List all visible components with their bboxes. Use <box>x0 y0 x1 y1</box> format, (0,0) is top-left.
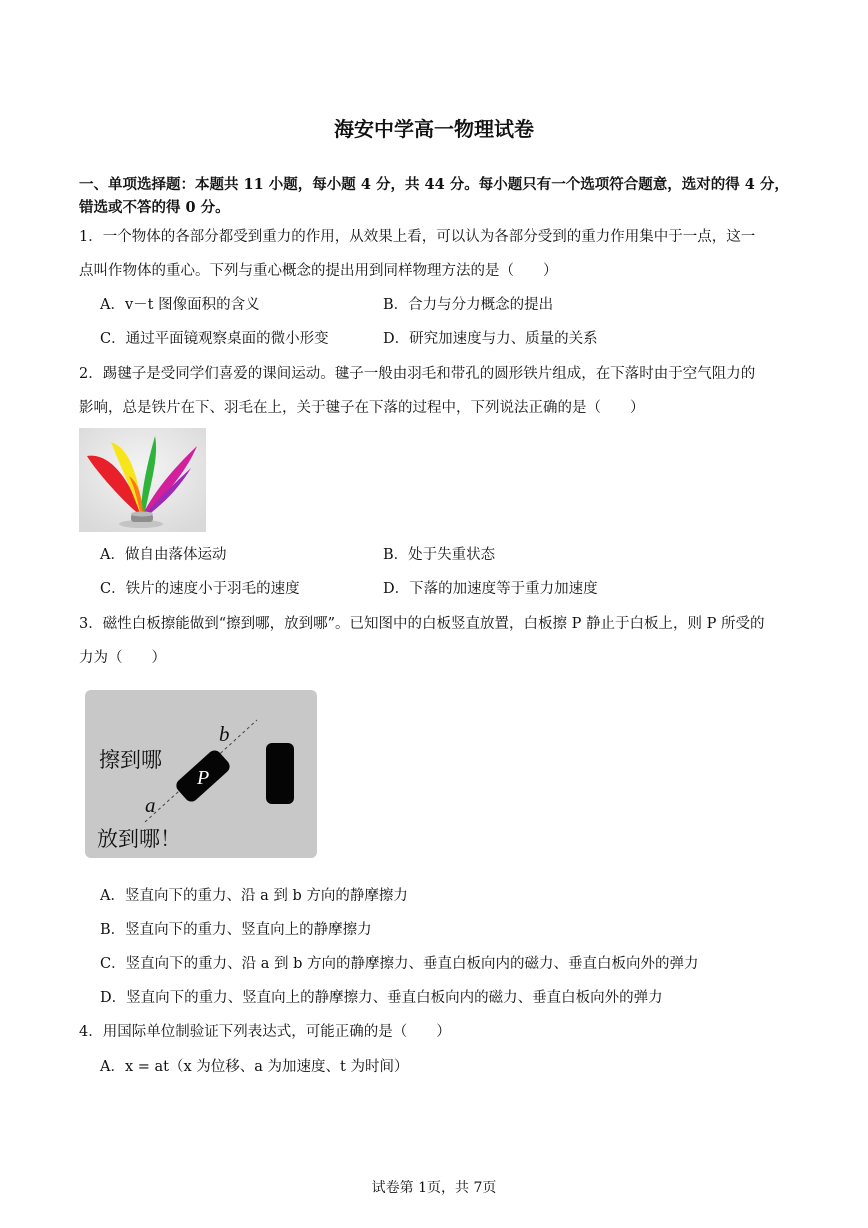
q1-option-b: B．合力与分力概念的提出 <box>383 297 554 313</box>
q2-option-a: A．做自由落体运动 <box>100 547 227 563</box>
section-header-line1: 一、单项选择题：本题共 11 小题，每小题 4 分，共 44 分。每小题只有一个选项符合题意，选对的得 4 分， <box>79 176 789 193</box>
q3-stem-line1: 3．磁性白板擦能做到“擦到哪，放到哪”。已知图中的白板竖直放置，白板擦 P 静止于白板上，则 P 所受的 <box>79 616 765 632</box>
whiteboard-figure <box>85 690 317 858</box>
q3-option-c: C．竖直向下的重力、沿 a 到 b 方向的静摩擦力、垂直白板向内的磁力、垂直白板向外的弹力 <box>100 956 699 972</box>
label-a: a <box>145 793 156 817</box>
q2-option-b: B．处于失重状态 <box>383 547 496 563</box>
page-title: 海安中学高一物理试卷 <box>334 117 534 141</box>
q2-stem-line1: 2．踢毽子是受同学们喜爱的课间运动。毽子一般由羽毛和带孔的圆形铁片组成，在下落时由于空气阻力的 <box>79 366 756 382</box>
q1-stem-line1: 1．一个物体的各部分都受到重力的作用，从效果上看，可以认为各部分受到的重力作用集中于一点，这一 <box>79 229 756 245</box>
q4-stem: 4．用国际单位制验证下列表达式，可能正确的是（ ） <box>79 1024 451 1040</box>
q4-option-a: A．x = at（x 为位移、a 为加速度、t 为时间） <box>100 1059 409 1075</box>
label-p: P <box>197 767 210 789</box>
q3-stem-line2: 力为（ ） <box>79 650 166 666</box>
q2-option-c: C．铁片的速度小于羽毛的速度 <box>100 581 300 597</box>
q1-option-d: D．研究加速度与力、质量的关系 <box>383 331 598 347</box>
q1-option-c: C．通过平面镜观察桌面的微小形变 <box>100 331 329 347</box>
q3-option-d: D．竖直向下的重力、竖直向上的静摩擦力、垂直白板向内的磁力、垂直白板向外的弹力 <box>100 990 663 1006</box>
q2-stem-line2: 影响，总是铁片在下、羽毛在上，关于毽子在下落的过程中，下列说法正确的是（ ） <box>79 400 645 416</box>
q2-option-d: D．下落的加速度等于重力加速度 <box>383 581 598 597</box>
q1-option-a: A．v－t 图像面积的含义 <box>100 297 260 313</box>
label-b: b <box>219 722 230 746</box>
q3-option-a: A．竖直向下的重力、沿 a 到 b 方向的静摩擦力 <box>100 888 408 904</box>
section-header-line2: 错选或不答的得 0 分。 <box>79 199 230 216</box>
eraser-upright <box>266 743 294 804</box>
shuttlecock-image <box>79 428 206 532</box>
figure-text-bottom: 放到哪！ <box>97 827 181 851</box>
q3-option-b: B．竖直向下的重力、竖直向上的静摩擦力 <box>100 922 372 938</box>
figure-text-top: 擦到哪 <box>99 748 162 772</box>
q1-stem-line2: 点叫作物体的重心。下列与重心概念的提出用到同样物理方法的是（ ） <box>79 263 558 279</box>
page-footer: 试卷第 1页，共 7页 <box>371 1180 497 1196</box>
